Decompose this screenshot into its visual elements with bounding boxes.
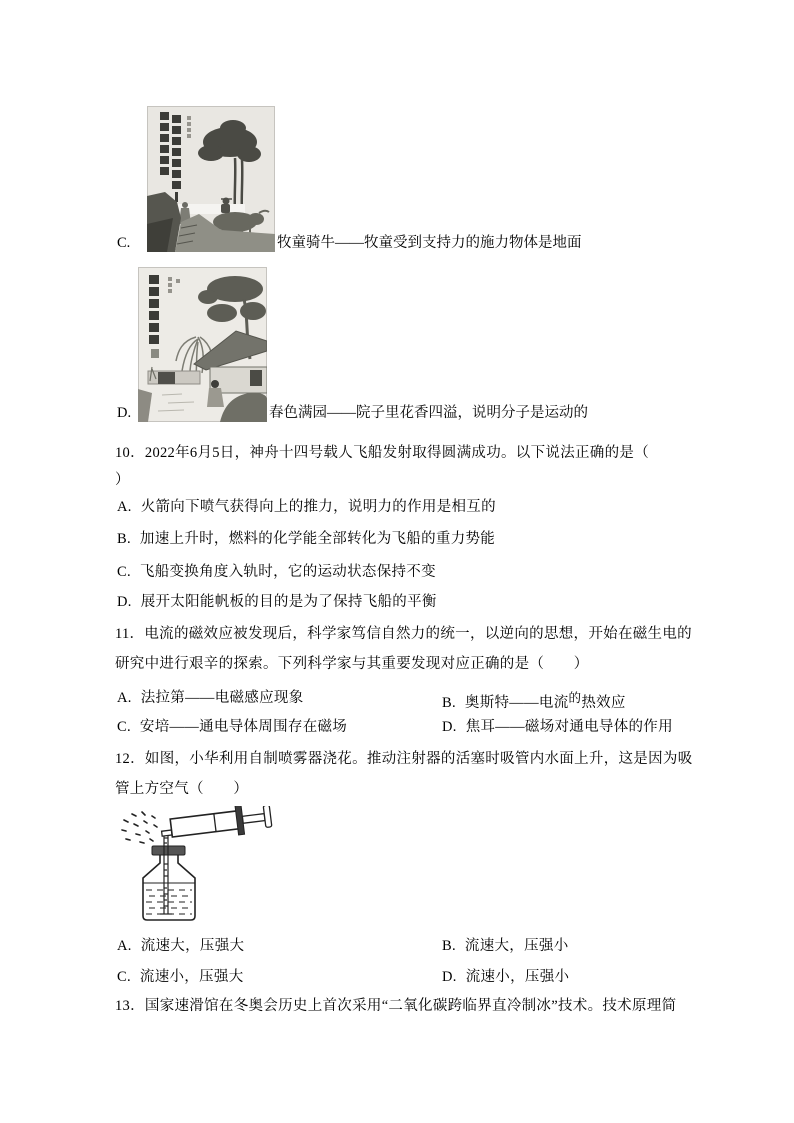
- spring-courtyard-painting-image: [138, 267, 267, 422]
- q11-option-d: D. 焦耳——磁场对通电导体的作用: [442, 719, 673, 735]
- sprayer-diagram-image: [112, 806, 317, 926]
- q11-stem-line2: 研究中进行艰辛的探索。下列科学家与其重要发现对应正确的是（ ）: [115, 656, 589, 672]
- bottle-outline: [143, 855, 195, 920]
- q10-option-c: C. 飞船变换角度入轨时，它的运动状态保持不变: [117, 564, 436, 580]
- q10-option-a: A. 火箭向下喷气获得向上的推力，说明力的作用是相互的: [117, 499, 496, 515]
- q12-stem-line2: 管上方空气（ ）: [115, 781, 249, 797]
- q10-stem-line2: ）: [115, 472, 130, 488]
- q9-option-d-row: [117, 267, 588, 422]
- syringe: [160, 806, 273, 844]
- q9-option-c-caption: 牧童骑牛——牧童受到支持力的施力物体是地面: [277, 235, 582, 251]
- q12-option-a: A. 流速大，压强大: [117, 938, 245, 954]
- q9-option-c-label: C.: [117, 235, 131, 251]
- q9-option-d-label: D.: [117, 405, 132, 421]
- q9-option-c-row: [117, 106, 582, 252]
- q12-option-b: B. 流速大，压强小: [442, 938, 569, 954]
- spray-mist: [122, 812, 157, 843]
- q12-stem-line1: 12．如图，小华利用自制喷雾器浇花。推动注射器的活塞时吸管内水面上升，这是因为吸: [115, 751, 693, 767]
- q11-stem-line1: 11．电流的磁效应被发现后，科学家笃信自然力的统一，以逆向的思想，开始在磁生电的: [115, 626, 692, 642]
- q10-option-d: D. 展开太阳能帆板的目的是为了保持飞船的平衡: [117, 594, 437, 610]
- q11-option-c: C. 安培——通电导体周围存在磁场: [117, 719, 348, 735]
- q10-option-b: B. 加速上升时，燃料的化学能全部转化为飞船的重力势能: [117, 531, 496, 547]
- q12-option-c: C. 流速小，压强大: [117, 969, 244, 985]
- q13-stem-line1: 13．国家速滑馆在冬奥会历史上首次采用“二氧化碳跨临界直冷制冰”技术。技术原理简: [115, 998, 677, 1014]
- q11-option-a: A. 法拉第——电磁感应现象: [117, 690, 304, 706]
- herdboy-ox-painting-image: [147, 106, 275, 252]
- q12-option-d: D. 流速小，压强小: [442, 969, 570, 985]
- q10-stem-line1: 10．2022年6月5日，神舟十四号载人飞船发射取得圆满成功。以下说法正确的是（: [115, 445, 649, 461]
- q11-option-b: B. 奥斯特——电流的热效应: [442, 691, 626, 711]
- q9-option-d-caption: 春色满园——院子里花香四溢，说明分子是运动的: [269, 405, 588, 421]
